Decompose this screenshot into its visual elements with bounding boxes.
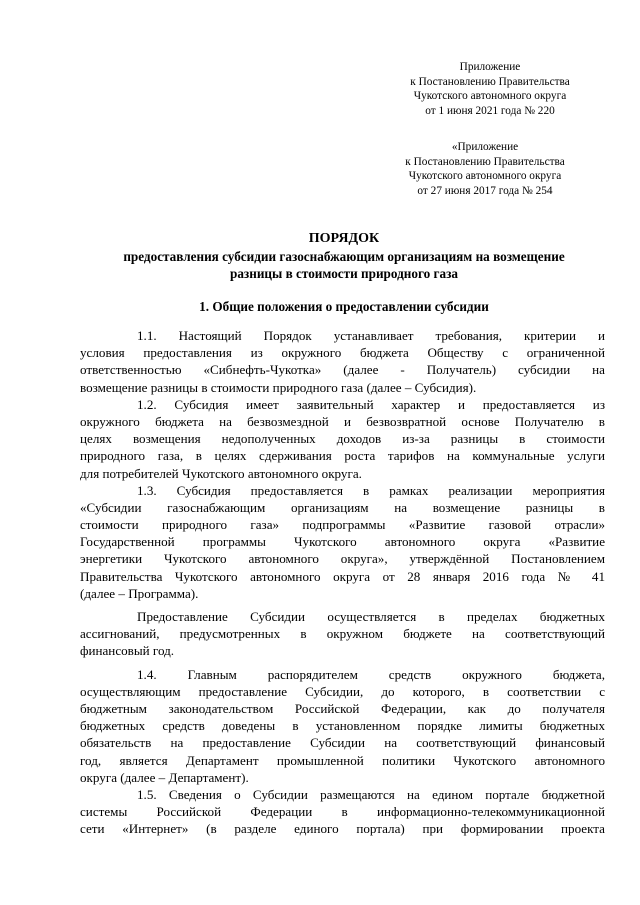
text-line: 1.5. Сведения о Субсидии размещаются на едином портале бюджетной <box>137 786 605 802</box>
text-line: 1.1. Настоящий Порядок устанавливает требования, критерии и <box>137 328 605 343</box>
document-subtitle-line: предоставления субсидии газоснабжающим организациям на возмещение <box>123 249 565 264</box>
appendix-line: Чукотского автономного округа <box>408 170 562 183</box>
text-line: 1.3. Субсидия предоставляется в рамках реализации мероприятия <box>137 482 605 498</box>
text-line: осуществляющим предоставление Субсидии, до которого, в соответствии с <box>80 683 605 699</box>
text-line: 1.4. Главным распорядителем средств окружного бюджета, <box>137 666 605 682</box>
document-title: ПОРЯДОК <box>308 231 380 246</box>
text-line: бюджетным законодательством Российской Федерации, как до получателя <box>80 700 605 716</box>
text-line: бюджетных средств доведены в установленном порядке лимиты бюджетных <box>80 718 605 734</box>
section-heading: 1. Общие положения о предоставлении субсидии <box>199 299 489 314</box>
appendix-header-previous <box>380 140 590 199</box>
paragraph-1-1 <box>80 327 605 396</box>
appendix-line: Чукотского автономного округа <box>413 90 567 103</box>
text-line: Предоставление Субсидии осуществляется в пределах бюджетных <box>137 609 605 624</box>
text-line: ассигнований, предусмотренных в окружном бюджете на соответствующий <box>80 626 605 642</box>
text-line: сети «Интернет» (в разделе единого портала) при формировании проекта <box>80 821 605 837</box>
appendix-header-current <box>385 60 595 119</box>
text-line: целях возмещения недополученных доходов из-за разницы в стоимости <box>80 431 605 447</box>
appendix-line: Приложение <box>459 61 521 73</box>
paragraph-1-4 <box>80 666 605 786</box>
appendix-line: от 27 июня 2017 года № 254 <box>417 185 553 198</box>
text-line: «Субсидии газоснабжающим организациям на возмещение разницы в <box>80 499 605 515</box>
text-line: возмещение разницы в стоимости природного газа (далее – Субсидия). <box>80 379 477 395</box>
text-line: ответственностью «Сибнефть-Чукотка» (далее - Получатель) субсидии на <box>80 362 605 378</box>
text-line: Государственной программы Чукотского автономного округа «Развитие <box>80 534 605 550</box>
paragraph-1-2 <box>80 396 605 482</box>
text-line: условия предоставления из окружного бюджета Обществу с ограниченной <box>80 345 605 361</box>
text-line: энергетики Чукотского автономного округа», утверждённой Постановлением <box>80 551 605 567</box>
text-line: год, является Департамент промышленной политики Чукотского автономного <box>80 752 605 768</box>
text-line: для потребителей Чукотского автономного округа. <box>80 465 362 481</box>
paragraph-1-3 <box>80 482 605 602</box>
text-line: системы Российской Федерации в информационно-телекоммуникационной <box>80 804 605 820</box>
appendix-line: от 1 июня 2021 года № 220 <box>425 105 555 118</box>
text-line: окружного бюджета на безвозмездной и безвозвратной основе Получателю в <box>80 413 605 429</box>
text-line: округа (далее – Департамент). <box>80 769 249 785</box>
text-line: обязательств на предоставление Субсидии на соответствующий финансовый <box>80 735 605 751</box>
text-line: 1.2. Субсидия имеет заявительный характер и предоставляется из <box>137 396 605 412</box>
paragraph-budget <box>80 608 605 660</box>
text-line: стоимости природного газа» подпрограммы «Развитие газовой отрасли» <box>80 517 605 533</box>
text-line: природного газа, в целях сдерживания роста тарифов на коммунальные услуги <box>80 448 605 464</box>
document-subtitle-line: разницы в стоимости природного газа <box>230 266 458 281</box>
appendix-line: к Постановлению Правительства <box>405 155 565 168</box>
text-line: (далее – Программа). <box>80 585 199 601</box>
text-line: финансовый год. <box>80 643 175 659</box>
appendix-line: к Постановлению Правительства <box>410 75 570 88</box>
text-line: Правительства Чукотского автономного округа от 28 января 2016 года № 41 <box>80 568 605 584</box>
appendix-line: «Приложение <box>451 141 519 153</box>
paragraph-1-5 <box>80 786 605 838</box>
document-title-block <box>80 230 608 282</box>
document-body <box>80 327 605 837</box>
